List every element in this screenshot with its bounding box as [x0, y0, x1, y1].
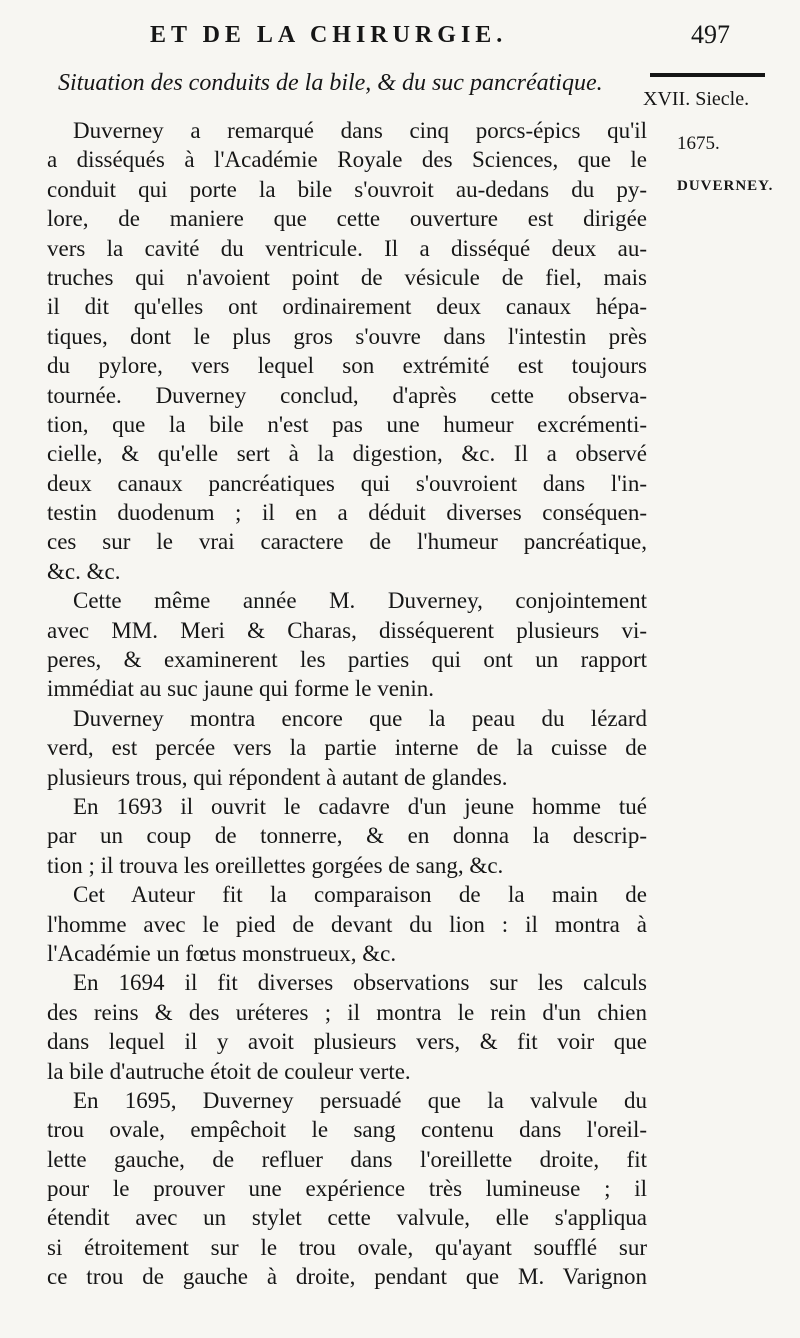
running-head: [150, 18, 730, 58]
text-line: En 1694 il fit diverses observations sur les calculs: [73, 970, 647, 996]
body-text: [47, 116, 647, 1292]
text-line: si étroitement sur le trou ovale, qu'ayant soufflé sur: [47, 1234, 647, 1260]
text-line: deux canaux pancréatiques qui s'ouvroient dans l'in-: [47, 470, 647, 496]
page-number: 497: [691, 20, 730, 49]
text-line: peres, & examinerent les parties qui ont un rapport: [47, 647, 647, 673]
text-line: vers la cavité du ventricule. Il a disséqué deux au-: [47, 235, 647, 261]
text-line: cielle, & qu'elle sert à la digestion, &c. Il a observé: [47, 441, 647, 467]
margin-century-note: XVII. Siecle.: [643, 88, 750, 110]
text-line: tion ; il trouva les oreillettes gorgées de sang, &c.: [47, 852, 504, 878]
text-line: ces sur le vrai caractere de l'humeur pancréatique,: [47, 529, 647, 555]
margin-author-note: DUVERNEY.: [677, 178, 774, 194]
text-line: trou ovale, empêchoit le sang contenu dans l'oreil-: [47, 1117, 647, 1143]
text-line: Cet Auteur fit la comparaison de la main de: [73, 882, 647, 908]
text-line: lore, de maniere que cette ouverture est dirigée: [47, 206, 647, 232]
text-line: conduit qui porte la bile s'ouvroit au-dedans du py-: [47, 176, 647, 202]
text-line: lette gauche, de refluer dans l'oreillette droite, fit: [47, 1146, 647, 1172]
running-head-title: ET DE LA CHIRURGIE.: [150, 22, 508, 48]
text-line: il dit qu'elles ont ordinairement deux canaux hépa-: [47, 294, 647, 320]
text-line: tiques, dont le plus gros s'ouvre dans l'intestin près: [47, 323, 647, 349]
margin-year-note: 1675.: [677, 133, 720, 154]
text-line: Cette même année M. Duverney, conjointement: [73, 588, 647, 614]
text-line: avec MM. Meri & Charas, disséquerent plusieurs vi-: [47, 617, 647, 643]
margin-rule: [650, 73, 765, 77]
section-heading: Situation des conduits de la bile, & du suc pancréatique.: [58, 70, 603, 96]
text-line: truches qui n'avoient point de vésicule de fiel, mais: [47, 264, 647, 290]
text-line: du pylore, vers lequel son extrémité est toujours: [47, 353, 647, 379]
text-line: dans lequel il y avoit plusieurs vers, & fit voir que: [47, 1029, 647, 1055]
text-line: l'homme avec le pied de devant du lion : il montra à: [47, 911, 647, 937]
text-line: Duverney montra encore que la peau du lézard: [73, 705, 647, 731]
text-line: En 1693 il ouvrit le cadavre d'un jeune homme tué: [73, 793, 647, 819]
text-line: &c. &c.: [47, 558, 121, 584]
text-line: par un coup de tonnerre, & en donna la descrip-: [47, 823, 647, 849]
text-line: la bile d'autruche étoit de couleur verte.: [47, 1058, 411, 1084]
text-line: l'Académie un fœtus monstrueux, &c.: [47, 940, 397, 966]
text-line: plusieurs trous, qui répondent à autant de glandes.: [47, 764, 508, 790]
text-line: tournée. Duverney conclud, d'après cette observa-: [47, 382, 647, 408]
text-line: étendit avec un stylet cette valvule, elle s'appliqua: [47, 1205, 647, 1231]
text-line: tion, que la bile n'est pas une humeur excrémenti-: [47, 411, 647, 437]
text-line: testin duodenum ; il en a déduit diverses conséquen-: [47, 500, 647, 526]
text-line: a disséqués à l'Académie Royale des Sciences, que le: [47, 147, 647, 173]
text-line: ce trou de gauche à droite, pendant que M. Varignon: [47, 1264, 647, 1290]
text-line: immédiat au suc jaune qui forme le venin.: [47, 676, 435, 702]
text-line: verd, est percée vers la partie interne de la cuisse de: [47, 735, 647, 761]
text-line: des reins & des uréteres ; il montra le rein d'un chien: [47, 999, 647, 1025]
text-line: En 1695, Duverney persuadé que la valvule du: [73, 1087, 647, 1113]
text-line: pour le prouver une expérience très lumineuse ; il: [47, 1176, 647, 1202]
text-line: Duverney a remarqué dans cinq porcs-épics qu'il: [73, 118, 647, 143]
